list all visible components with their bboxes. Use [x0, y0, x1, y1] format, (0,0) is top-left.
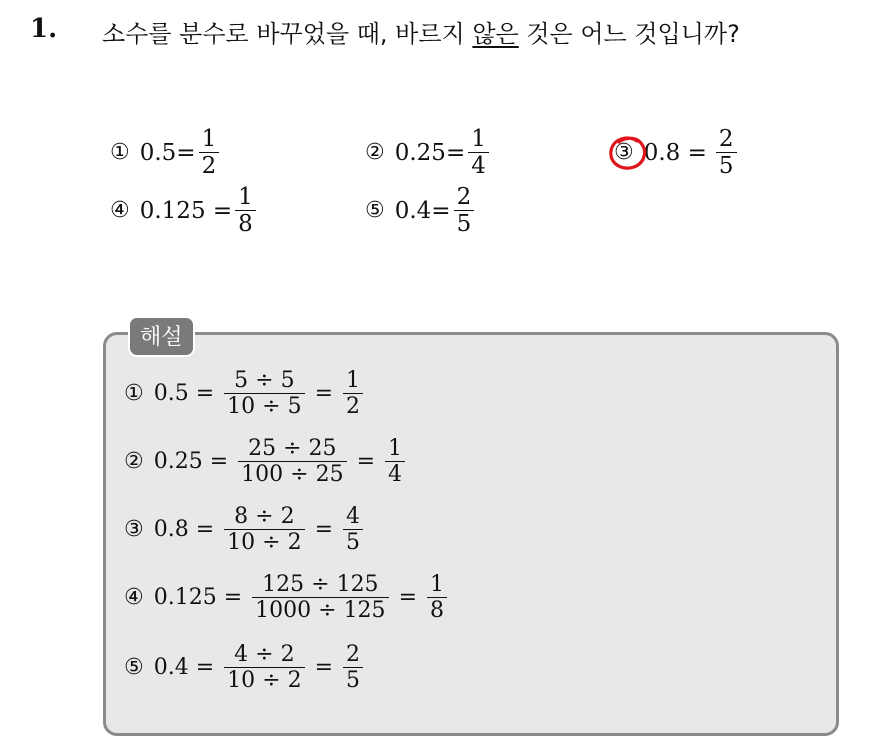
choice-4-numerator: 1 [238, 184, 253, 210]
question-text-before: 소수를 분수로 바꾸었을 때, 바르지 [102, 20, 473, 48]
equals-sign: = [223, 585, 243, 611]
solution-row-5-mark: ⑤ [124, 655, 144, 681]
choice-2-denominator: 4 [468, 152, 489, 179]
solution-row-2-mid-den: 100 ÷ 25 [238, 461, 346, 487]
choice-4-lhs: 0.125 = [139, 197, 233, 224]
solution-row-4-res-num: 1 [430, 572, 444, 597]
choice-1-lhs: 0.5= [139, 139, 196, 166]
solution-row-3-mark: ③ [124, 517, 144, 543]
solution-row-5-mid-fraction [224, 642, 304, 694]
solution-row-1-result [343, 368, 363, 420]
solution-row-4 [124, 572, 450, 624]
choice-1-numerator: 1 [201, 126, 217, 152]
equals-sign: = [195, 655, 215, 681]
solution-row-5-res-den: 5 [343, 667, 363, 693]
choice-2-numerator: 1 [471, 126, 486, 152]
solution-row-1-res-den: 2 [343, 393, 363, 419]
choice-3-numerator: 2 [718, 126, 734, 152]
solution-row-1 [124, 368, 366, 420]
solution-row-3-mid-fraction [224, 504, 304, 556]
solution-row-3-mid-num: 8 ÷ 2 [234, 504, 295, 529]
solution-row-3-mid-den: 10 ÷ 2 [224, 529, 304, 555]
solution-row-1-lhs: 0.5 [153, 381, 189, 407]
equals-sign: = [195, 517, 215, 543]
question-text-underlined: 않은 [472, 20, 519, 48]
solution-row-3-lhs: 0.8 [153, 517, 189, 543]
solution-row-5-mid-num: 4 ÷ 2 [234, 642, 295, 667]
choice-4-denominator: 8 [235, 210, 256, 237]
solution-row-3-result [343, 504, 363, 556]
solution-row-1-mark: ① [124, 381, 144, 407]
choice-4[interactable] [110, 184, 259, 238]
solution-row-2 [124, 436, 408, 488]
equals-sign: = [398, 585, 417, 611]
equals-sign: = [314, 517, 334, 543]
solution-row-1-mid-den: 10 ÷ 5 [224, 393, 304, 419]
solution-row-1-res-num: 1 [346, 368, 361, 393]
solution-row-2-mark: ② [124, 449, 144, 475]
question-text-after: 것은 어느 것입니까? [518, 20, 740, 48]
solution-row-3-res-den: 5 [343, 529, 363, 555]
choice-1[interactable] [110, 126, 222, 180]
solution-row-4-mark: ④ [124, 585, 144, 611]
equals-sign: = [314, 655, 334, 681]
choice-4-fraction [235, 184, 256, 238]
choice-5-fraction [454, 184, 475, 238]
solution-row-1-mid-num: 5 ÷ 5 [234, 368, 295, 393]
solution-row-2-res-num: 1 [388, 436, 402, 461]
solution-row-4-mid-num: 125 ÷ 125 [262, 572, 379, 597]
choice-5-numerator: 2 [456, 184, 472, 210]
choice-1-denominator: 2 [199, 152, 220, 179]
solution-row-5-result [343, 642, 363, 694]
choice-4-mark: ④ [110, 198, 130, 224]
solution-row-2-mid-fraction [238, 436, 346, 488]
solution-row-4-res-den: 8 [427, 597, 447, 623]
choice-2[interactable] [365, 126, 492, 180]
choice-1-mark: ① [110, 140, 130, 166]
question-number: 1. [30, 14, 58, 44]
solution-row-5-lhs: 0.4 [153, 655, 189, 681]
choice-3-mark [614, 140, 634, 165]
choice-5-mark: ⑤ [365, 198, 385, 224]
solution-row-2-mid-num: 25 ÷ 25 [248, 436, 337, 461]
choice-3[interactable] [614, 126, 740, 180]
choice-3-lhs: 0.8 = [643, 139, 707, 166]
solution-row-5-res-num: 2 [346, 642, 361, 667]
choice-1-fraction [199, 126, 220, 180]
equals-sign: = [209, 449, 229, 475]
choice-5-denominator: 5 [454, 210, 475, 237]
solution-row-3 [124, 504, 366, 556]
solution-row-3-res-num: 4 [346, 504, 361, 529]
choice-2-lhs: 0.25= [394, 139, 466, 166]
selected-circle-icon [607, 134, 651, 174]
solution-row-2-res-den: 4 [385, 461, 405, 487]
solution-row-2-result [385, 436, 405, 488]
equals-sign: = [356, 449, 375, 475]
choice-5-lhs: 0.4= [394, 197, 451, 224]
solution-row-4-result [427, 572, 447, 624]
solution-row-2-lhs: 0.25 [153, 449, 203, 475]
choice-5[interactable] [365, 184, 477, 238]
solution-row-1-mid-fraction [224, 368, 304, 420]
choice-3-fraction [716, 126, 737, 180]
solution-label: 해설 [128, 316, 195, 357]
choice-3-mark-glyph: ③ [614, 140, 634, 166]
solution-row-4-lhs: 0.125 [153, 585, 217, 611]
equals-sign: = [314, 381, 334, 407]
question-text [102, 14, 740, 49]
choice-3-denominator: 5 [716, 152, 737, 179]
solution-row-4-mid-den: 1000 ÷ 125 [252, 597, 388, 623]
choice-2-mark: ② [365, 140, 385, 166]
solution-row-5-mid-den: 10 ÷ 2 [224, 667, 304, 693]
solution-row-4-mid-fraction [252, 572, 388, 624]
choice-2-fraction [468, 126, 489, 180]
equals-sign: = [195, 381, 215, 407]
solution-row-5 [124, 642, 366, 694]
